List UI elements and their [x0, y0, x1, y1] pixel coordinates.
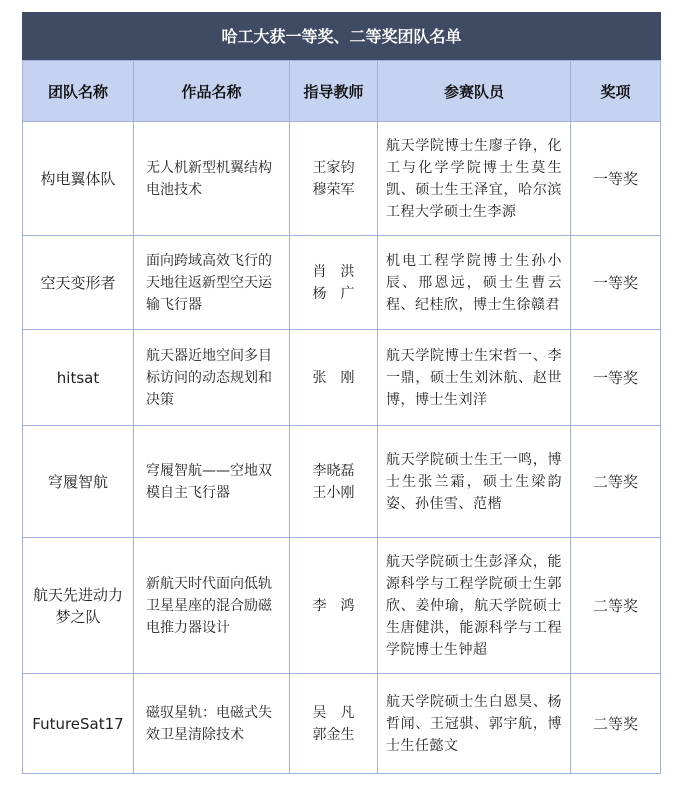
teacher-cell — [290, 674, 378, 774]
members: 航天学院博士生宋哲一、李一鼎，硕士生刘沐航、赵世博，博士生刘洋 — [378, 330, 571, 426]
team-name: 穹履智航 — [23, 426, 134, 538]
teacher-name: 吴 凡 — [312, 704, 355, 721]
teacher-cell — [290, 236, 378, 330]
table-row — [23, 330, 661, 426]
teacher-name: 肖 洪 — [312, 263, 355, 280]
teacher-name: 郭金生 — [312, 726, 355, 743]
header-award: 奖项 — [571, 61, 661, 122]
team-name: 构电翼体队 — [23, 122, 134, 236]
header-teacher: 指导教师 — [290, 61, 378, 122]
table-row — [23, 236, 661, 330]
team-name: 空天变形者 — [23, 236, 134, 330]
members: 机电工程学院博士生孙小辰、邢恩远，硕士生曹云程、纪桂欣，博士生徐赣君 — [378, 236, 571, 330]
teacher-name: 王家钧 — [312, 159, 355, 176]
table-row — [23, 426, 661, 538]
header-members: 参赛队员 — [378, 61, 571, 122]
work-name: 穹履智航——空地双模自主飞行器 — [134, 426, 290, 538]
header-row — [23, 61, 661, 122]
members: 航天学院硕士生王一鸣，博士生张兰霜，硕士生梁韵姿、孙佳雪、范楷 — [378, 426, 571, 538]
teacher-name: 张 刚 — [312, 369, 355, 386]
work-name: 航天器近地空间多目标访问的动态规划和决策 — [134, 330, 290, 426]
award: 二等奖 — [571, 426, 661, 538]
table-row — [23, 122, 661, 236]
header-work: 作品名称 — [134, 61, 290, 122]
award-list-table — [22, 12, 661, 774]
team-name: FutureSat17 — [23, 674, 134, 774]
work-name: 无人机新型机翼结构电池技术 — [134, 122, 290, 236]
award: 一等奖 — [571, 236, 661, 330]
members: 航天学院硕士生彭泽众，能源科学与工程学院硕士生郭欣、姜仲瑜，航天学院硕士生唐健洪，能源科学与工程学院博士生钟超 — [378, 538, 571, 674]
teacher-name: 穆荣军 — [312, 181, 355, 198]
teacher-name: 杨 广 — [312, 285, 355, 302]
work-name: 面向跨域高效飞行的天地往返新型空天运输飞行器 — [134, 236, 290, 330]
teacher-name: 李晓磊 — [312, 462, 355, 479]
table-row — [23, 538, 661, 674]
members: 航天学院硕士生白恩昊、杨哲闻、王冠骐、郭宇航，博士生任懿文 — [378, 674, 571, 774]
teacher-name: 王小刚 — [312, 484, 355, 501]
work-name: 磁驭星轨：电磁式失效卫星清除技术 — [134, 674, 290, 774]
award-list-table-container — [22, 12, 660, 774]
teacher-name: 李 鸿 — [312, 597, 355, 614]
members: 航天学院博士生廖子铮，化工与化学学院博士生莫生凯、硕士生王泽宜，哈尔滨工程大学硕士生李源 — [378, 122, 571, 236]
header-team: 团队名称 — [23, 61, 134, 122]
award: 一等奖 — [571, 330, 661, 426]
award: 二等奖 — [571, 538, 661, 674]
work-name: 新航天时代面向低轨卫星星座的混合励磁电推力器设计 — [134, 538, 290, 674]
teacher-cell — [290, 122, 378, 236]
teacher-cell — [290, 426, 378, 538]
table-row — [23, 674, 661, 774]
teacher-cell — [290, 538, 378, 674]
team-name: 航天先进动力梦之队 — [23, 538, 134, 674]
teacher-cell — [290, 330, 378, 426]
team-name: hitsat — [23, 330, 134, 426]
table-title: 哈工大获一等奖、二等奖团队名单 — [22, 12, 661, 60]
award: 一等奖 — [571, 122, 661, 236]
award: 二等奖 — [571, 674, 661, 774]
